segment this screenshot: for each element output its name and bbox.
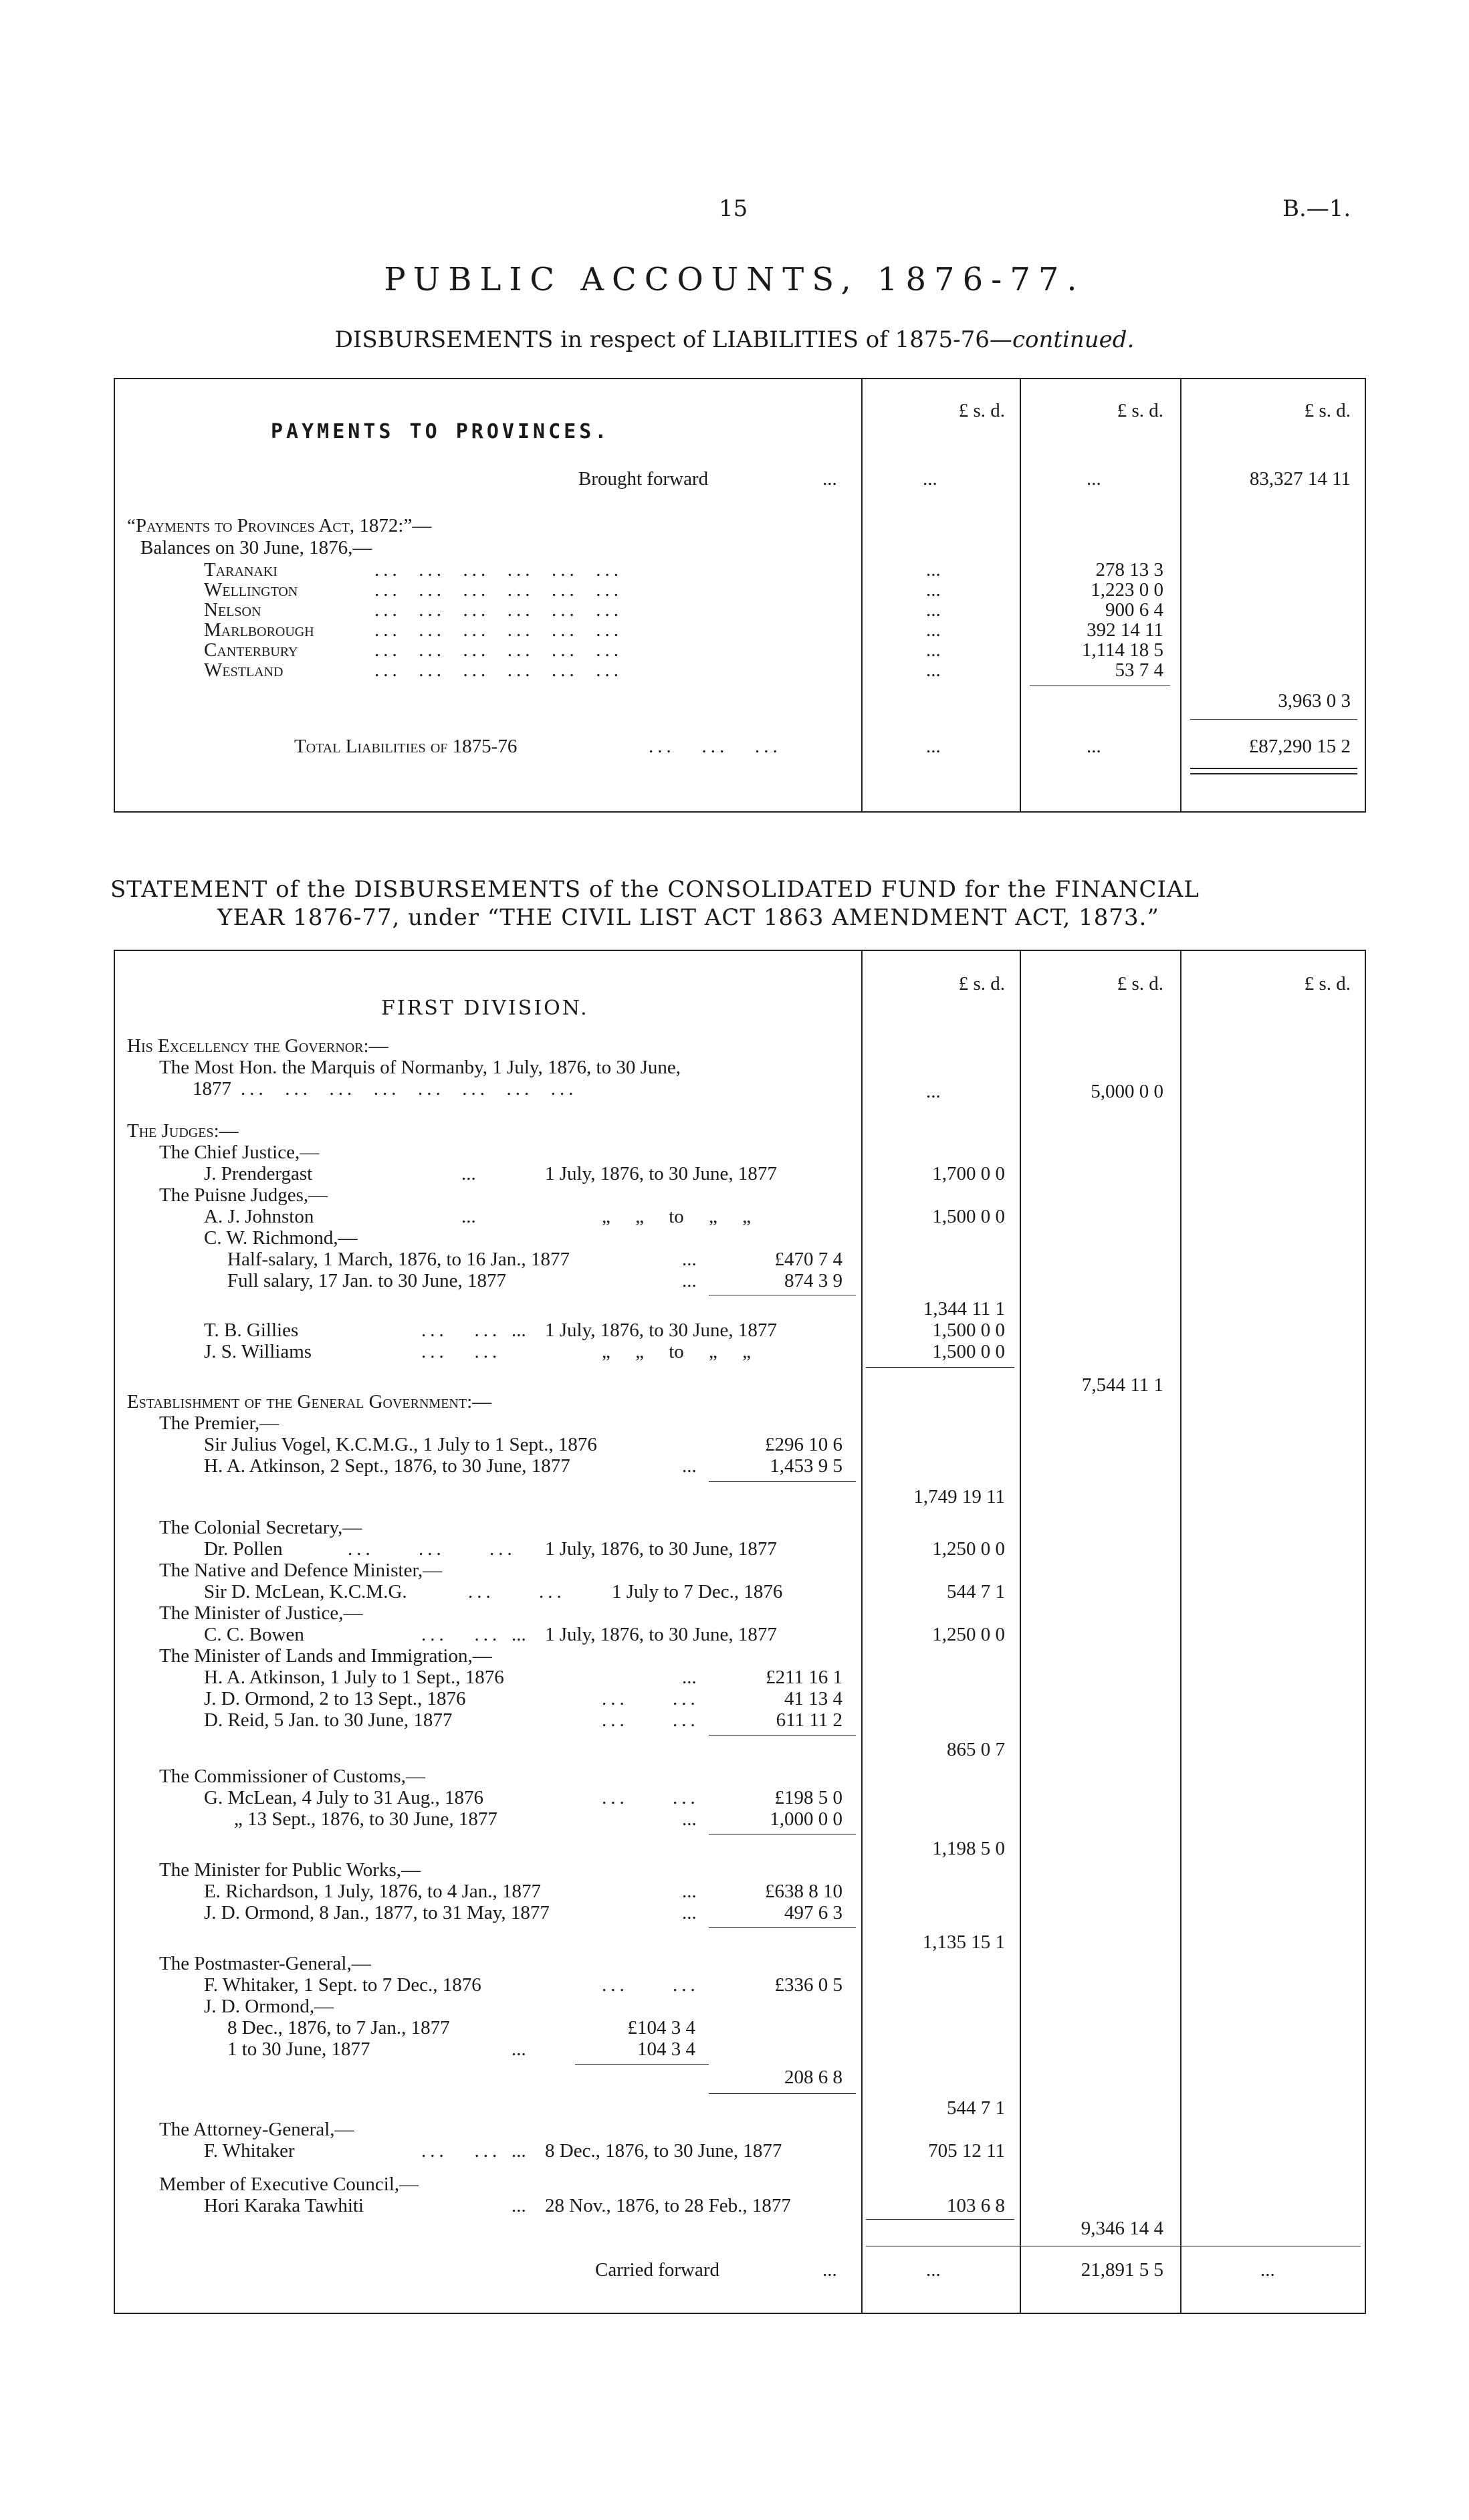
statement-heading-line2: YEAR 1876-77, under “THE CIVIL LIST ACT 1863 AMENDMENT ACT, 1873.”	[217, 904, 1159, 931]
column-rule	[1020, 378, 1021, 813]
leader-dots: ...	[461, 1206, 476, 1227]
subtitle-main: DISBURSEMENTS in respect of LIABILITIES of 1875-76—	[334, 326, 1012, 353]
double-rule	[1190, 773, 1357, 774]
brought-forward-col2: ...	[1087, 468, 1101, 490]
column-header-3: £ s. d.	[1304, 973, 1351, 994]
judges-total: 7,544 11 1	[1081, 1374, 1163, 1396]
leader-dots: ...	[682, 1808, 697, 1830]
executive-council-title: Member of Executive Council,—	[159, 2174, 419, 2195]
province-name: Nelson	[204, 599, 261, 621]
minister-period: 8 Dec., 1876, to 30 June, 1877	[545, 2140, 782, 2162]
leader-dots: ...	[682, 1902, 697, 1923]
minister-amount: 705 12 11	[928, 2140, 1005, 2162]
chief-justice-title: The Chief Justice,—	[159, 1142, 320, 1163]
minister-period: 1 July, 1876, to 30 June, 1877	[545, 1538, 777, 1560]
minister-period: 28 Nov., 1876, to 28 Feb., 1877	[545, 2195, 791, 2216]
judge-amount: 1,500 0 0	[932, 1320, 1005, 1341]
minister-amount: 1,250 0 0	[932, 1624, 1005, 1645]
lands-amount: 41 13 4	[784, 1688, 842, 1709]
minister-name: C. C. Bowen	[204, 1624, 304, 1645]
leader-dots: ...	[512, 2140, 526, 2162]
richmond-half-amount: £470 7 4	[774, 1249, 842, 1270]
judges-section: The Judges:—	[127, 1120, 239, 1142]
public-works-title: The Minister for Public Works,—	[159, 1859, 421, 1881]
minister-amount: 103 6 8	[947, 2195, 1005, 2216]
leader-dots: ...	[822, 468, 837, 490]
lands-amount: £211 16 1	[766, 1667, 842, 1688]
minister-amount: 1,250 0 0	[932, 1538, 1005, 1560]
leader-dots: ...	[512, 1320, 526, 1341]
total-liabilities-amount: £87,290 15 2	[1248, 736, 1351, 757]
subtotal-rule	[866, 1367, 1014, 1368]
leader-dots: ... ... ... ... ... ... ... ...	[241, 1078, 578, 1099]
ormond-row: 1 to 30 June, 1877	[227, 2038, 370, 2060]
judge-amount: 1,500 0 0	[932, 1341, 1005, 1362]
lands-amount: 611 11 2	[776, 1709, 842, 1731]
leader-dots: ...	[682, 1270, 697, 1291]
province-amount: 53 7 4	[1115, 659, 1163, 681]
leader-dots: ... ...	[421, 1624, 501, 1645]
leader-dots: ... ... ...	[348, 1538, 516, 1560]
premier-atkinson: H. A. Atkinson, 2 Sept., 1876, to 30 June, 1877	[204, 1455, 570, 1477]
minister-name: Sir D. McLean, K.C.M.G.	[204, 1581, 407, 1602]
minister-name: F. Whitaker	[204, 2140, 295, 2162]
customs-row: G. McLean, 4 July to 31 Aug., 1876	[204, 1787, 484, 1808]
leader-dots: ...	[512, 2038, 526, 2060]
minister-amount: 544 7 1	[947, 1581, 1005, 1602]
governor-col1: ...	[926, 1081, 941, 1102]
richmond-title: C. W. Richmond,—	[204, 1227, 358, 1249]
carried-forward-col1: ...	[926, 2259, 941, 2281]
table2-heading: FIRST DIVISION.	[381, 996, 589, 1020]
leader-dots: ... ... ... ... ... ...	[374, 619, 623, 641]
leader-dots: ...	[461, 1163, 476, 1184]
lands-total: 865 0 7	[947, 1739, 1005, 1760]
leader-dots: ... ... ... ... ... ...	[374, 559, 623, 581]
column-rule	[1180, 950, 1181, 2314]
province-col1: ...	[926, 579, 941, 601]
richmond-half-salary: Half-salary, 1 March, 1876, to 16 Jan., 1877	[227, 1249, 570, 1270]
leader-dots: ...	[682, 1455, 697, 1477]
justice-title: The Minister of Justice,—	[159, 1602, 363, 1624]
total-liabilities-label: Total Liabilities of 1875-76	[294, 736, 518, 757]
leader-dots: ... ...	[421, 2140, 501, 2162]
column-header-3: £ s. d.	[1304, 400, 1351, 421]
leader-dots: ... ... ... ... ... ...	[374, 639, 623, 661]
premier-total: 1,749 19 11	[913, 1486, 1005, 1507]
column-header-1: £ s. d.	[958, 400, 1005, 421]
judge-amount: 1,700 0 0	[932, 1163, 1005, 1184]
province-name: Canterbury	[204, 639, 298, 661]
minister-period: 1 July, 1876, to 30 June, 1877	[545, 1624, 777, 1645]
leader-dots: ...	[682, 1249, 697, 1270]
judge-period: „ „ to „ „	[602, 1206, 752, 1227]
province-amount: 278 13 3	[1095, 559, 1163, 581]
works-amount: 497 6 3	[784, 1902, 842, 1923]
statement-heading-line1: STATEMENT of the DISBURSEMENTS of the CONSOLIDATED FUND for the FINANCIAL	[110, 876, 1200, 903]
lands-title: The Minister of Lands and Immigration,—	[159, 1645, 492, 1667]
carried-forward-col3: ...	[1260, 2259, 1275, 2281]
province-col1: ...	[926, 619, 941, 641]
establishment-total: 9,346 14 4	[1081, 2218, 1163, 2239]
leader-dots: ... ... ... ... ... ...	[374, 659, 623, 681]
column-header-2: £ s. d.	[1117, 400, 1163, 421]
province-amount: 1,223 0 0	[1091, 579, 1163, 601]
customs-amount: 1,000 0 0	[770, 1808, 842, 1830]
column-header-2: £ s. d.	[1117, 973, 1163, 994]
province-col1: ...	[926, 639, 941, 661]
premier-vogel-amount: £296 10 6	[765, 1434, 842, 1455]
judge-name: J. S. Williams	[204, 1341, 312, 1362]
postmaster-whitaker-amount: £336 0 5	[774, 1974, 842, 1996]
minister-name: Hori Karaka Tawhiti	[204, 2195, 364, 2216]
column-rule	[1020, 950, 1021, 2314]
province-name: Marlborough	[204, 619, 314, 641]
column-rule	[861, 378, 863, 813]
leader-dots: ...	[512, 1624, 526, 1645]
works-row: J. D. Ormond, 8 Jan., 1877, to 31 May, 1877	[204, 1902, 550, 1923]
customs-title: The Commissioner of Customs,—	[159, 1766, 425, 1787]
column-rule	[1180, 378, 1181, 813]
leader-dots: ... ...	[602, 1709, 699, 1731]
province-name: Taranaki	[204, 559, 277, 581]
province-amount: 1,114 18 5	[1081, 639, 1163, 661]
judge-period: „ „ to „ „	[602, 1341, 752, 1362]
subtotal-rule	[709, 2093, 856, 2094]
premier-title: The Premier,—	[159, 1412, 279, 1434]
customs-total: 1,198 5 0	[932, 1838, 1005, 1859]
judge-amount: 1,500 0 0	[932, 1206, 1005, 1227]
richmond-full-amount: 874 3 9	[784, 1270, 842, 1291]
document-reference: B.—1.	[1282, 195, 1351, 222]
customs-amount: £198 5 0	[774, 1787, 842, 1808]
judge-name: T. B. Gillies	[204, 1320, 299, 1341]
judge-period: 1 July, 1876, to 30 June, 1877	[545, 1163, 777, 1184]
column-header-1: £ s. d.	[958, 973, 1005, 994]
leader-dots: ...	[512, 2195, 526, 2216]
carried-forward-label: Carried forward	[595, 2259, 719, 2281]
postmaster-total: 544 7 1	[947, 2097, 1005, 2119]
judge-name: J. Prendergast	[204, 1163, 313, 1184]
judge-period: 1 July, 1876, to 30 June, 1877	[545, 1320, 777, 1341]
attorney-general-title: The Attorney-General,—	[159, 2119, 354, 2140]
province-name: Wellington	[204, 579, 298, 601]
governor-line2: 1877	[193, 1078, 231, 1099]
leader-dots: ...	[822, 2259, 837, 2281]
puisne-judges-title: The Puisne Judges,—	[159, 1184, 328, 1206]
richmond-full-salary: Full salary, 17 Jan. to 30 June, 1877	[227, 1270, 506, 1291]
leader-dots: ... ...	[421, 1341, 501, 1362]
act-reference: “Payments to Provinces Act, 1872:”—	[127, 515, 432, 536]
brought-forward-col3: 83,327 14 11	[1249, 468, 1351, 490]
leader-dots: ... ... ... ... ... ...	[374, 599, 623, 621]
governor-amount: 5,000 0 0	[1091, 1081, 1163, 1102]
native-defence-title: The Native and Defence Minister,—	[159, 1560, 443, 1581]
province-amount: 900 6 4	[1105, 599, 1163, 621]
page-title: PUBLIC ACCOUNTS, 1876-77.	[384, 261, 1085, 298]
premier-vogel: Sir Julius Vogel, K.C.M.G., 1 July to 1 Sept., 1876	[204, 1434, 597, 1455]
table1-heading: PAYMENTS TO PROVINCES.	[271, 420, 610, 443]
brought-forward-col1: ...	[923, 468, 937, 490]
richmond-total: 1,344 11 1	[923, 1298, 1005, 1320]
governor-section: His Excellency the Governor:—	[127, 1035, 388, 1057]
carried-forward-amount: 21,891 5 5	[1081, 2259, 1163, 2281]
lands-row: D. Reid, 5 Jan. to 30 June, 1877	[204, 1709, 453, 1731]
double-rule	[1190, 768, 1357, 769]
ormond-row: 8 Dec., 1876, to 7 Jan., 1877	[227, 2017, 450, 2038]
minister-name: Dr. Pollen	[204, 1538, 283, 1560]
provinces-total: 3,963 0 3	[1278, 690, 1351, 712]
leader-dots: ... ...	[602, 1787, 699, 1808]
total-col2: ...	[1087, 736, 1101, 757]
province-col1: ...	[926, 659, 941, 681]
subtitle-continued: continued.	[1012, 326, 1135, 353]
works-row: E. Richardson, 1 July, 1876, to 4 Jan., 1877	[204, 1881, 541, 1902]
brought-forward-label: Brought forward	[578, 468, 709, 490]
minister-period: 1 July to 7 Dec., 1876	[612, 1581, 783, 1602]
lands-row: J. D. Ormond, 2 to 13 Sept., 1876	[204, 1688, 466, 1709]
ormond-total: 208 6 8	[784, 2067, 842, 2088]
subtotal-rule	[709, 1481, 856, 1482]
premier-atkinson-amount: 1,453 9 5	[770, 1455, 842, 1477]
lands-row: H. A. Atkinson, 1 July to 1 Sept., 1876	[204, 1667, 504, 1688]
postmaster-title: The Postmaster-General,—	[159, 1953, 371, 1974]
ormond-amount: £104 3 4	[627, 2017, 695, 2038]
leader-dots: ... ... ... ... ... ...	[374, 579, 623, 601]
subtotal-rule	[709, 1927, 856, 1928]
column-rule	[861, 950, 863, 2314]
balances-line: Balances on 30 June, 1876,—	[140, 537, 372, 558]
province-amount: 392 14 11	[1087, 619, 1163, 641]
governor-line1: The Most Hon. the Marquis of Normanby, 1 July, 1876, to 30 June,	[159, 1057, 681, 1078]
province-col1: ...	[926, 559, 941, 581]
leader-dots: ... ...	[602, 1688, 699, 1709]
leader-dots: ...	[682, 1667, 697, 1688]
establishment-section: Establishment of the General Government:—	[127, 1391, 492, 1412]
colonial-secretary-title: The Colonial Secretary,—	[159, 1517, 362, 1538]
judge-name: A. J. Johnston	[204, 1206, 314, 1227]
leader-dots: ... ...	[421, 1320, 501, 1341]
subtotal-rule	[866, 2219, 1014, 2220]
total-col1: ...	[926, 736, 941, 757]
page-number: 15	[719, 195, 748, 222]
total-rule	[1190, 719, 1357, 720]
leader-dots: ... ...	[602, 1974, 699, 1996]
works-amount: £638 8 10	[765, 1881, 842, 1902]
leader-dots: ... ...	[468, 1581, 566, 1602]
leader-dots: ...	[682, 1881, 697, 1902]
leader-dots: ... ... ...	[649, 736, 782, 757]
province-name: Westland	[204, 659, 284, 681]
ormond-amount: 104 3 4	[637, 2038, 695, 2060]
customs-row: „ 13 Sept., 1876, to 30 June, 1877	[234, 1808, 497, 1830]
page-subtitle	[0, 326, 1469, 353]
works-total: 1,135 15 1	[922, 1931, 1005, 1953]
subtotal-rule	[709, 1735, 856, 1736]
subtotal-rule	[575, 2064, 709, 2065]
province-col1: ...	[926, 599, 941, 621]
ormond-title: J. D. Ormond,—	[204, 1996, 334, 2017]
postmaster-whitaker: F. Whitaker, 1 Sept. to 7 Dec., 1876	[204, 1974, 481, 1996]
